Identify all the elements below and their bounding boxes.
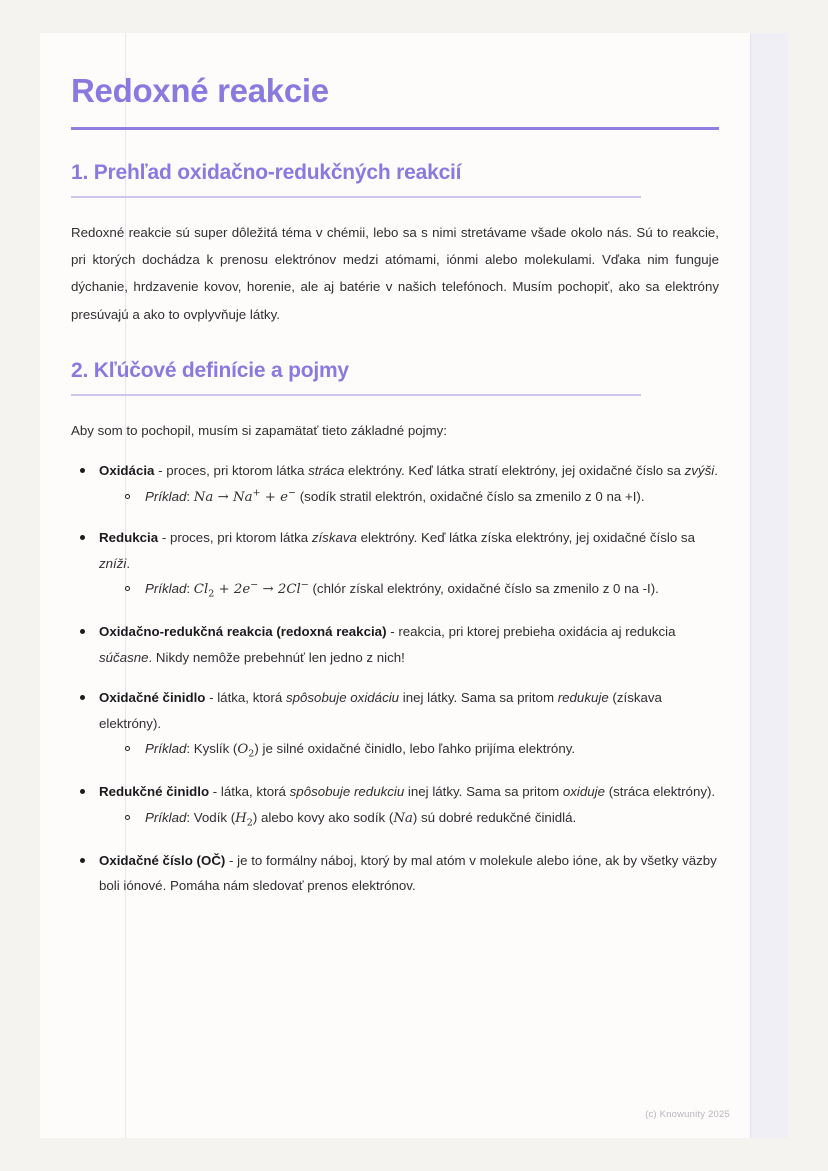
page-title: Redoxné reakcie [71,72,329,109]
list-item [71,525,719,604]
footer-credit: (c) Knowunity 2025 [645,1109,730,1120]
example-sublist [99,484,719,511]
term-emphasis: súčasne [99,649,149,665]
term-text: - proces, pri ktorom látka [154,463,309,479]
page-right-strip [751,33,788,1138]
term-text: . Nikdy nemôže prebehnúť len jedno z nich! [148,649,405,665]
example-label: Príklad [145,741,187,757]
term-label: Oxidačné činidlo [99,690,206,706]
term-text: - reakcia, pri ktorej prebieha oxidácia aj redukcia [386,624,676,640]
term-emphasis: zvýši [684,463,715,479]
term-emphasis: spôsobuje oxidáciu [285,690,400,706]
term-emphasis: spôsobuje redukciu [289,784,405,800]
term-emphasis: získava [311,530,357,546]
list-item [125,576,719,604]
list-item [71,619,719,670]
term-text: elektróny. Keď látka získa elektróny, jej oxidačné číslo sa [356,530,695,546]
term-emphasis: stráca [308,463,345,479]
example-note: : Kyslík $(O_2)$ je silné oxidačné činidlo, lebo ľahko prijíma elektróny. [186,741,576,760]
term-emphasis: zníži [99,555,127,571]
section-heading-1: 1. Prehľad oxidačno-redukčných reakcií [71,160,462,184]
example-colon: : [186,488,194,504]
list-item [125,484,719,511]
term-text: - látka, ktorá [209,784,290,800]
margin-guide-right [750,33,751,1138]
term-label: Oxidácia [99,463,155,479]
example-label: Príklad [145,809,187,825]
term-label: Oxidačno-redukčná reakcia (redoxná reakcia) [99,624,387,640]
list-item [125,805,719,833]
term-text: inej látky. Sama sa pritom [404,784,563,800]
document-sheet [40,33,788,1138]
term-label: Redukčné činidlo [99,784,210,800]
example-sublist [99,736,719,764]
section-paragraph-1: Redoxné reakcie sú super dôležitá téma v chémii, lebo sa s nimi stretávame všade okolo nás. Sú to reakcie, pri ktorých dochádza k prenosu elektrónov medzi atómami, iónmi alebo molekulami. Vďaka nim funguje dýchanie, hrdzavenie kovov, horenie, ale aj batérie v našich telefónoch. Musím pochopiť, ako sa elektróny presúvajú a ako to ovplyvňuje látky. [71,224,719,322]
term-text: (získava elektróny). [99,690,662,731]
document-content [71,33,719,914]
term-text: . [126,555,131,571]
list-item [71,779,719,833]
list-item [71,458,719,510]
term-label: Oxidačné číslo (OČ) [99,852,226,868]
example-sublist [99,805,719,833]
equation-oxidation: Na → Na+ + e− [193,487,297,505]
term-emphasis: redukuje [557,690,609,706]
example-sublist [99,576,719,604]
example-note: : Vodík $(H_2)$ alebo kovy ako sodík (Na) sú dobré redukčné činidlá. [186,809,577,829]
example-label: Príklad [145,488,187,504]
list-item [125,736,719,764]
example-note: (chlór získal elektróny, oxidačné číslo sa zmenilo z 0 na -I). [308,581,659,597]
term-text: - látka, ktorá [205,690,286,706]
term-text: . [714,463,718,479]
section-heading-2: 2. Kľúčové definície a pojmy [71,358,349,382]
term-text: inej látky. Sama sa pritom [399,690,558,706]
term-text: - je to formálny náboj, ktorý by mal atóm v molekule alebo ióne, ak by všetky väzby boli iónové. Pomáha nám sledovať prenos elektrónov. [99,852,717,894]
example-label: Príklad [145,581,187,597]
list-item [71,685,719,764]
example-colon: : [186,581,194,597]
term-text: - proces, pri ktorom látka [158,530,312,546]
term-text: elektróny. Keď látka stratí elektróny, jej oxidačné číslo sa [344,463,685,479]
example-note: (sodík stratil elektrón, oxidačné číslo sa zmenilo z 0 na +I). [296,488,645,504]
term-text: (stráca elektróny). [605,784,716,800]
equation-reduction: $Cl_2 + 2e^- \to 2Cl^-$ [193,579,309,600]
term-emphasis: oxiduje [562,784,606,800]
list-item [71,848,719,899]
term-label: Redukcia [99,530,159,546]
section-paragraph-2: Aby som to pochopil, musím si zapamätať tieto základné pojmy: [71,422,447,438]
definitions-list [71,444,719,899]
